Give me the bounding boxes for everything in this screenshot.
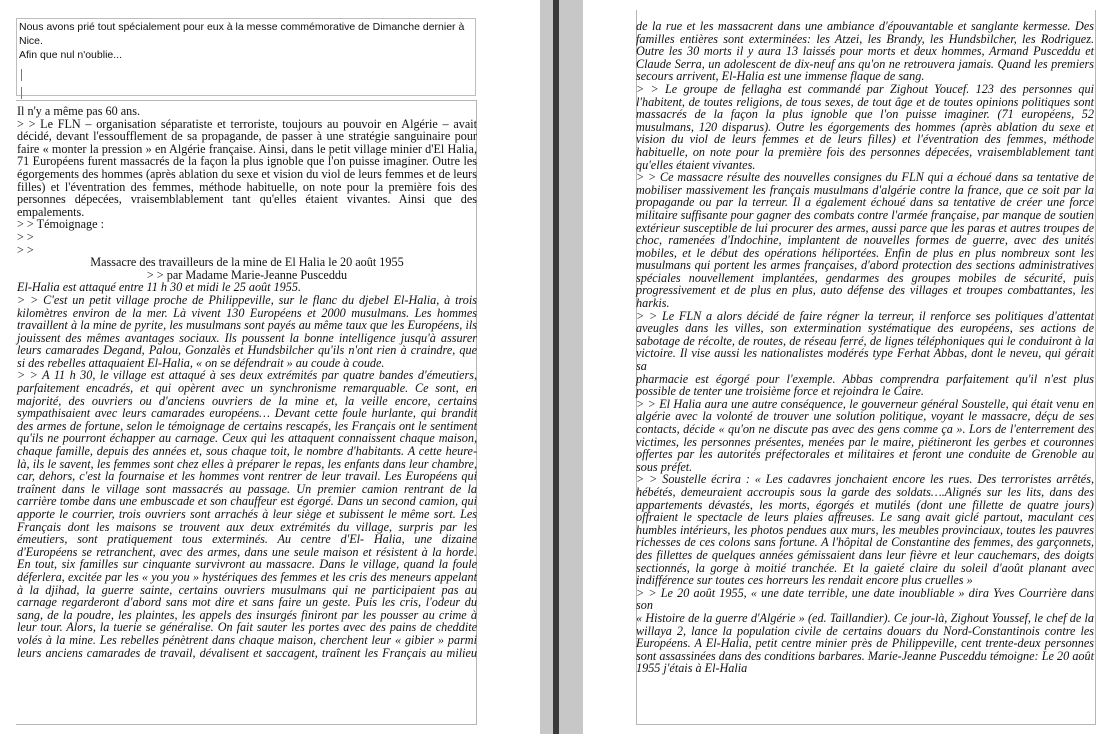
text-line: Claude Serra, un adolescent de dix-neuf ans qu'on ne retrouvera jamais. Quand les premiers xyxy=(636,56,1094,71)
text-line: humbles intérieurs, les photos pendues aux murs, les meubles provinciaux, toutes les pauvres xyxy=(636,522,1094,537)
text-line: si des rebelles attaquaient El-Halia, « on se défendrait » au coude à coude. xyxy=(17,355,385,370)
header-line-1: Nous avons prié tout spécialement pour eux à la messe commémorative de Dimanche dernier à Nice. xyxy=(19,21,465,47)
text-line: > > Soustelle écrira : « Les cadavres jonchaient encore les rues. Des terroristes arrêtés, xyxy=(636,472,1094,487)
text-line: filles) et l'éventration des femmes, méthode habituelle, on note pour la première fois des xyxy=(17,179,477,194)
text-line: Outre les 30 morts il y aura 13 laissés pour morts et deux hommes, Armand Pusceddu et xyxy=(636,44,1094,59)
text-line: parfaitement encadrés, et qui opèrent avec un synchronisme remarquable. Ce sont, en xyxy=(17,381,477,396)
text-line: volés à la mine. Les rebelles pénètrent dans chaque maison, cherchent leur « gibier » parmi xyxy=(17,632,477,647)
text-line: 71 Européens furent massacrés de la façon la plus ignoble que l'on puisse imaginer. Outre les xyxy=(17,154,477,169)
text-line: des armes de fortune, selon le témoignage de certains rescapés, les Français ont le sentiment xyxy=(17,418,477,433)
text-line: car, dehors, c'est la fournaise et les hommes vont rentrer de leur travail. Les Européens qui xyxy=(17,469,477,484)
text-line: musulmans qui portent les armes françaises, d'abord protection des sections administratives xyxy=(636,258,1094,273)
text-line: sont assassinées dans des conditions barbares. Marie-Jeanne Pusceddu témoigne: Le 20 août xyxy=(636,648,1094,663)
text-line: hébétés, demeuraient accroupis sous la garde des soldats….Alignés sur les lits, dans des xyxy=(636,484,1094,499)
text-line: carnage regarderont d'abord sans mot dire et sans faire un geste. Puis les cris, l'odeur du xyxy=(17,595,477,610)
margin-guide-top xyxy=(16,100,476,101)
text-line: secours arrivent, El-Halia est une immense flaque de sang. xyxy=(636,69,925,84)
text-line: qu'elles étaient vivantes. xyxy=(636,157,756,172)
text-line: là, ils le savent, les femmes sont chez elles à préparer le repas, les enfants dans leur chambre, xyxy=(17,456,477,471)
text-line: > > Le groupe de fellagha est commandé par Zighout Youcef. 123 des personnes qui xyxy=(636,81,1094,96)
text-line: aveugles dans les villes, son extermination systématique des européens, ses actions de xyxy=(636,321,1094,336)
text-line: leur tour. Alors, la tuerie se généralise. On fait sauter les portes avec des pains de cheddite xyxy=(17,620,477,635)
text-line: mobiles, et le début des opérations héliportées. Enfin de plus en plus nombreux sont les xyxy=(636,245,1094,260)
text-line: apporte le courrier, trois ouvriers sont arrachés à leur siège et subissent le même sort. Les xyxy=(17,507,477,521)
text-line: 1955 j'étais à El-Halia xyxy=(636,661,748,676)
text-line: > > xyxy=(17,229,34,244)
text-line: l'habitent, de toutes religions, de tous sexes, de tout âge et de toutes opinions politiques sont xyxy=(636,94,1094,109)
margin-guide-bottom-right-page xyxy=(636,724,1096,725)
text-line: > > Le 20 août 1955, « une date terrible, une date inoubliable » dira Yves Courrière dans son xyxy=(636,585,1094,613)
text-line: personnes dépecées, vraisemblablement tant qu'elles étaient vivantes. Ainsi que des xyxy=(17,192,477,207)
text-line: extérieur susceptible de lui procurer des armes, aussi parce que les paras et autres troupes de xyxy=(636,220,1094,235)
right-page-body-text[interactable] xyxy=(636,20,1094,675)
text-line: déferlera, excitée par les « you you » hystériques des femmes et les cris des meneurs appelant xyxy=(17,569,477,584)
text-line: En tout, six familles sur cinquante survivront au massacre. Dans le village, quand la foule xyxy=(17,557,477,572)
page-separator-bar xyxy=(553,0,559,734)
text-line: indifférence sur toutes ces horreurs les rendait encore plus cruelles » xyxy=(636,573,973,588)
text-line: leurs anciens camarades de travail, dévalisent et saccagent, traînent les Français au milieu xyxy=(17,645,477,660)
text-line: mobiliser massivement les français musulmans d'algérie contre la france, que ce soit par la xyxy=(636,182,1094,197)
text-line: musulmans, 120 disparus). Outre les égorgements des hommes (après ablation du sexe et xyxy=(636,119,1094,134)
text-line: propagande ou par la terreur. Il a également échoué dans sa tentative de créer une force xyxy=(636,195,1094,210)
text-line: > > El Halia aura une autre conséquence, le gouverneur général Soustelle, qui était venu en xyxy=(636,396,1094,411)
text-line: sous préfet. xyxy=(636,459,693,474)
text-line: offertes par les autorités préfectorales et militaires et feront une conduite de Grenoble au xyxy=(636,447,1094,462)
text-line: sang, de la poudre, les plaintes, les appels des insurgés finiront par les pousser au crime à xyxy=(17,607,477,622)
text-line: « Histoire de la guerre d'Algérie » (ed. Taillandier). Ce jour-là, Zighout Youssef, le chef de la xyxy=(636,610,1094,625)
header-line-2: Afin que nul n'oublie... xyxy=(19,49,122,61)
text-line: décidé, devant l'essoufflement de sa propagande, de passer à une stratégie sanguinaire pour xyxy=(17,129,477,144)
text-line: > > Témoignage : xyxy=(17,217,104,232)
text-line: d'Européens se retranchent, avec des armes, dans une seule maison et résistent à la horde. xyxy=(17,544,477,559)
text-line: empalements. xyxy=(17,204,85,219)
text-line: > > A 11 h 30, le village est attaqué à ses deux extrémités par quatre bandes d'émeutiers, xyxy=(17,368,477,383)
text-line: harkis. xyxy=(636,296,670,311)
text-line: militaire suffisante pour gagner des combats contre l'armée française, par manque de soutien xyxy=(636,207,1094,222)
text-line: sectionnés, la gorge à moitié tranchée. Et la gaieté claire du soleil d'août planant avec xyxy=(636,560,1094,575)
text-line: pharmacie est égorgé pour l'exemple. Abbas comprendra parfaitement qu'il n'est plus xyxy=(636,371,1094,386)
text-line: algérie avec la volonté de trouver une solution politique, voyant le massacre, déçu de ses xyxy=(636,409,1094,424)
text-line: contacts, décide « qu'on ne discute pas avec des gens comme ça ». Lors de l'enterrement des xyxy=(636,422,1094,436)
text-line: > > Le FLN a alors décidé de faire régner la terreur, il renforce ses politiques d'attentat xyxy=(636,308,1094,323)
margin-guide-right-right-page xyxy=(1095,10,1096,725)
text-line: habituelle, on note pour la première fois des personnes dépecées, vraisemblablement tant xyxy=(636,144,1094,159)
text-line: chaque famille, depuis des années et, sous chaque toit, le nombre d'habitants. A cette heure- xyxy=(17,444,477,459)
text-line: possible de tenter une troisième force et rejoindra le Caire. xyxy=(636,384,924,399)
text-line: victimes, les personnes présentes, menées par le maire, piétineront les gerbes et couronnes xyxy=(636,434,1094,449)
text-line: sabotage de récolte, de routes, de réseau ferré, de lignes téléphoniques qui le conduiront à la xyxy=(636,333,1094,348)
text-line: familles entières sont exterminées: les Atzei, les Brandy, les Hundsbilcher, les Rodriguez. xyxy=(636,31,1094,46)
text-cursor xyxy=(21,69,22,81)
text-line: faire « monter la pression » en Algérie française. Ainsi, dans le petit village minier d'El Halia, xyxy=(17,141,477,156)
text-line: de la rue et les massacrent dans une ambiance d'épouvantable et sanglante kermesse. Des xyxy=(636,19,1094,33)
text-line: des fillettes de quelques années gémissaient dans leur fièvre et leur cauchemars, des doigts xyxy=(636,547,1094,562)
text-line: carrière tombe dans une embuscade et son chauffeur est égorgé. Dans un second camion, qui xyxy=(17,494,477,509)
text-line: choc, ramenées d'Indochine, implantent de nouvelles formes de guerre, avec des unités xyxy=(636,233,1094,248)
text-line: vision du viol de leurs femmes et de leurs filles) et l'éventration des femmes, méthode xyxy=(636,132,1094,147)
header-text-box[interactable] xyxy=(16,18,476,96)
text-line: offraient le spectacle de leurs plaies affreuses. Le sang avait giclé partout, maculant ces xyxy=(636,510,1094,525)
text-line: > > Ce massacre résulte des nouvelles consignes du FLN qui a échoué dans sa tentative de xyxy=(636,170,1094,185)
text-line: massacrés de la façon la plus ignoble que l'on puisse imaginer. (71 européens, 52 xyxy=(636,107,1094,122)
text-line: jouissent des mêmes avantages sociaux. Ils poussent la bonne intelligence jusqu'à assurer xyxy=(17,330,477,345)
text-line: qu'ils ne pourront échapper au carnage. Ceux qui les attaquent connaissent chaque maison, xyxy=(17,431,477,446)
text-line: égorgements des hommes (après ablation du sexe et vision du viol de leurs femmes et de leurs xyxy=(17,166,477,181)
text-line: traînent dans le village sont massacrés au passage. Un premier camion rentrant de la xyxy=(17,481,477,496)
text-line: Massacre des travailleurs de la mine de El Halia le 20 août 1955 xyxy=(90,255,404,270)
text-line: richesses de ces colons sans fortune. A l'hôpital de Constantine des femmes, des garçonnets, xyxy=(636,535,1094,550)
text-line: Européens. A El-Halia, petit centre minier près de Philippeville, cent trente-deux personnes xyxy=(636,636,1094,651)
text-line: > > C'est un petit village proche de Philippeville, sur le flanc du djebel El-Halia, à trois xyxy=(17,292,477,307)
text-line: > > par Madame Marie-Jeanne Pusceddu xyxy=(146,267,348,282)
text-line: kilomètres environ de la mer. Là vivent 130 Européens et 2000 musulmans. Les hommes xyxy=(17,305,477,320)
text-line: progressivement et de plus en plus, auto défense des villages et troupes combattantes, les xyxy=(636,283,1094,298)
text-line: Français dont les maisons se trouvent aux deux extrémités du village, surpris par les xyxy=(17,519,477,534)
text-line: à la djihad, la guerre sainte, certains ouvriers musulmans qui ne participaient pas au xyxy=(17,582,477,597)
text-line: leurs camarades Degand, Palou, Gonzalès et Hundsbilcher qu'ils n'ont rien à craindre, que xyxy=(17,343,477,358)
text-line: victoire. Il vise aussi les nationalistes modérés type Ferhat Abbas, dont le neveu, qui gérait sa xyxy=(636,346,1094,374)
text-line: appartements dévastés, les morts, égorgés et mutilés (dont une fillette de quatre jours) xyxy=(636,497,1094,512)
text-line: > > xyxy=(17,242,34,257)
text-line: > > Le FLN – organisation séparatiste et terroriste, toujours au pouvoir en Algérie – avait xyxy=(17,116,477,131)
text-cursor xyxy=(21,87,22,99)
text-line: Il n'y a même pas 60 ans. xyxy=(17,104,141,118)
left-page-body-text[interactable] xyxy=(17,105,477,659)
text-line: sympathisaient avec leurs camarades européens… Devant cette foule hurlante, qui brandit xyxy=(17,406,477,421)
page-gutter xyxy=(540,0,583,734)
margin-guide-bottom xyxy=(16,724,476,725)
text-line: willaya 2, lance la population civile de certains douars du Nord-Constantinois contre les xyxy=(636,623,1094,638)
text-line: El-Halia est attaqué entre 11 h 30 et midi le 25 août 1955. xyxy=(17,280,301,295)
text-line: majorité, des ouvriers ou d'anciens ouvriers de la mine et, la veille encore, certains xyxy=(17,393,477,408)
text-line: travaillent à la mine de pyrite, les musulmans sont payés au même taux que les Européens, ils xyxy=(17,318,477,333)
text-line: spéciales nouvellement implantées, gendarmes des groupes mobiles de sécurité, puis xyxy=(636,270,1094,285)
text-line: émeutiers, sont pratiquement tous exterminés. Au centre d'El- Halia, une dizaine xyxy=(17,532,477,547)
